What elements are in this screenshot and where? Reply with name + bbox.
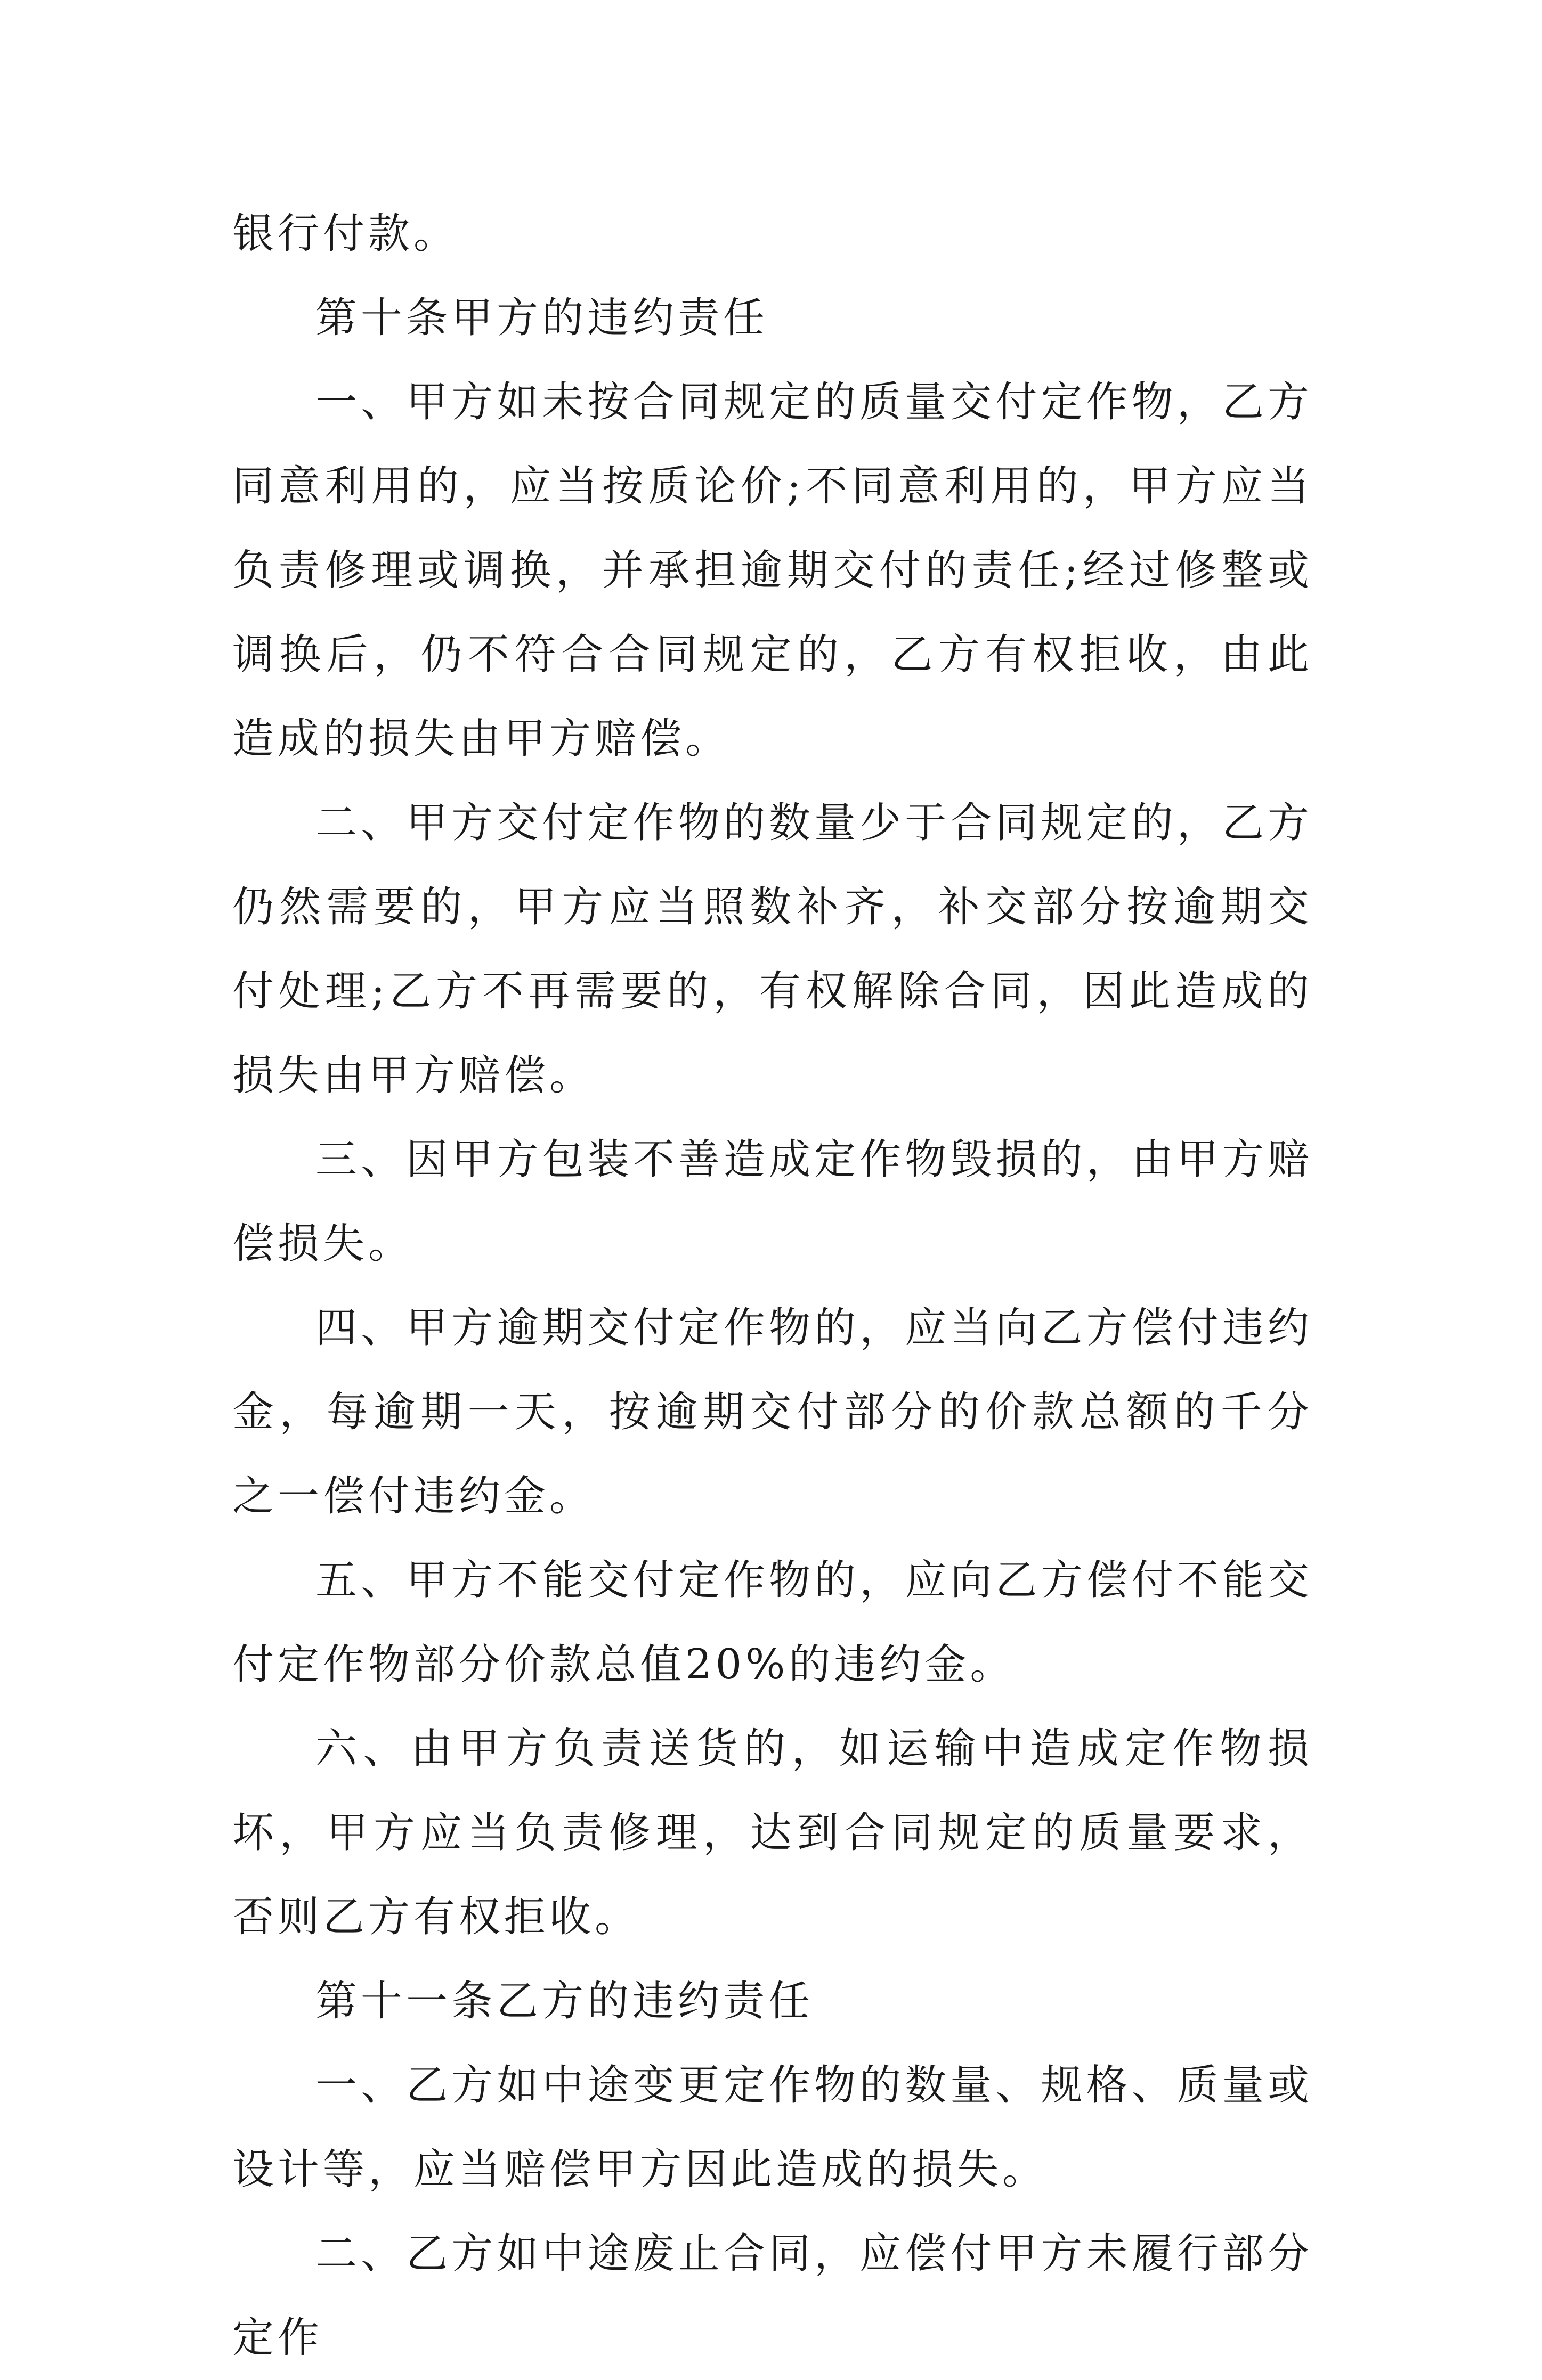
article-10-clause-5: 五、甲方不能交付定作物的，应向乙方偿付不能交付定作物部分价款总值20%的违约金。 (232, 1556, 1313, 1689)
article-10-clause-3: 三、因甲方包装不善造成定作物毁损的，由甲方赔偿损失。 (232, 1136, 1313, 1268)
article-10-heading: 第十条甲方的违约责任 (315, 294, 769, 342)
paragraph-continuation: 银行付款。 (232, 210, 459, 258)
document-body (232, 192, 1313, 2380)
article-10-clause-1: 一、甲方如未按合同规定的质量交付定作物，乙方同意利用的，应当按质论价;不同意利用的，甲方应当负责修理或调换，并承担逾期交付的责任;经过修整或调换后，仍不符合合同规定的，乙方有权拒收，由此造成的损失由甲方赔偿。 (232, 378, 1313, 763)
article-11-heading: 第十一条乙方的违约责任 (315, 1977, 814, 2025)
article-11-clause-1: 一、乙方如中途变更定作物的数量、规格、质量或设计等，应当赔偿甲方因此造成的损失。 (232, 2061, 1313, 2194)
article-10-clause-2: 二、甲方交付定作物的数量少于合同规定的，乙方仍然需要的，甲方应当照数补齐，补交部分按逾期交付处理;乙方不再需要的，有权解除合同，因此造成的损失由甲方赔偿。 (232, 799, 1313, 1099)
article-10-clause-4: 四、甲方逾期交付定作物的，应当向乙方偿付违约金，每逾期一天，按逾期交付部分的价款总额的千分之一偿付违约金。 (232, 1304, 1313, 1520)
article-11-clause-2: 二、乙方如中途废止合同，应偿付甲方未履行部分定作 (232, 2230, 1313, 2362)
article-10-clause-6: 六、由甲方负责送货的，如运输中造成定作物损坏，甲方应当负责修理，达到合同规定的质量要求，否则乙方有权拒收。 (232, 1725, 1313, 1941)
